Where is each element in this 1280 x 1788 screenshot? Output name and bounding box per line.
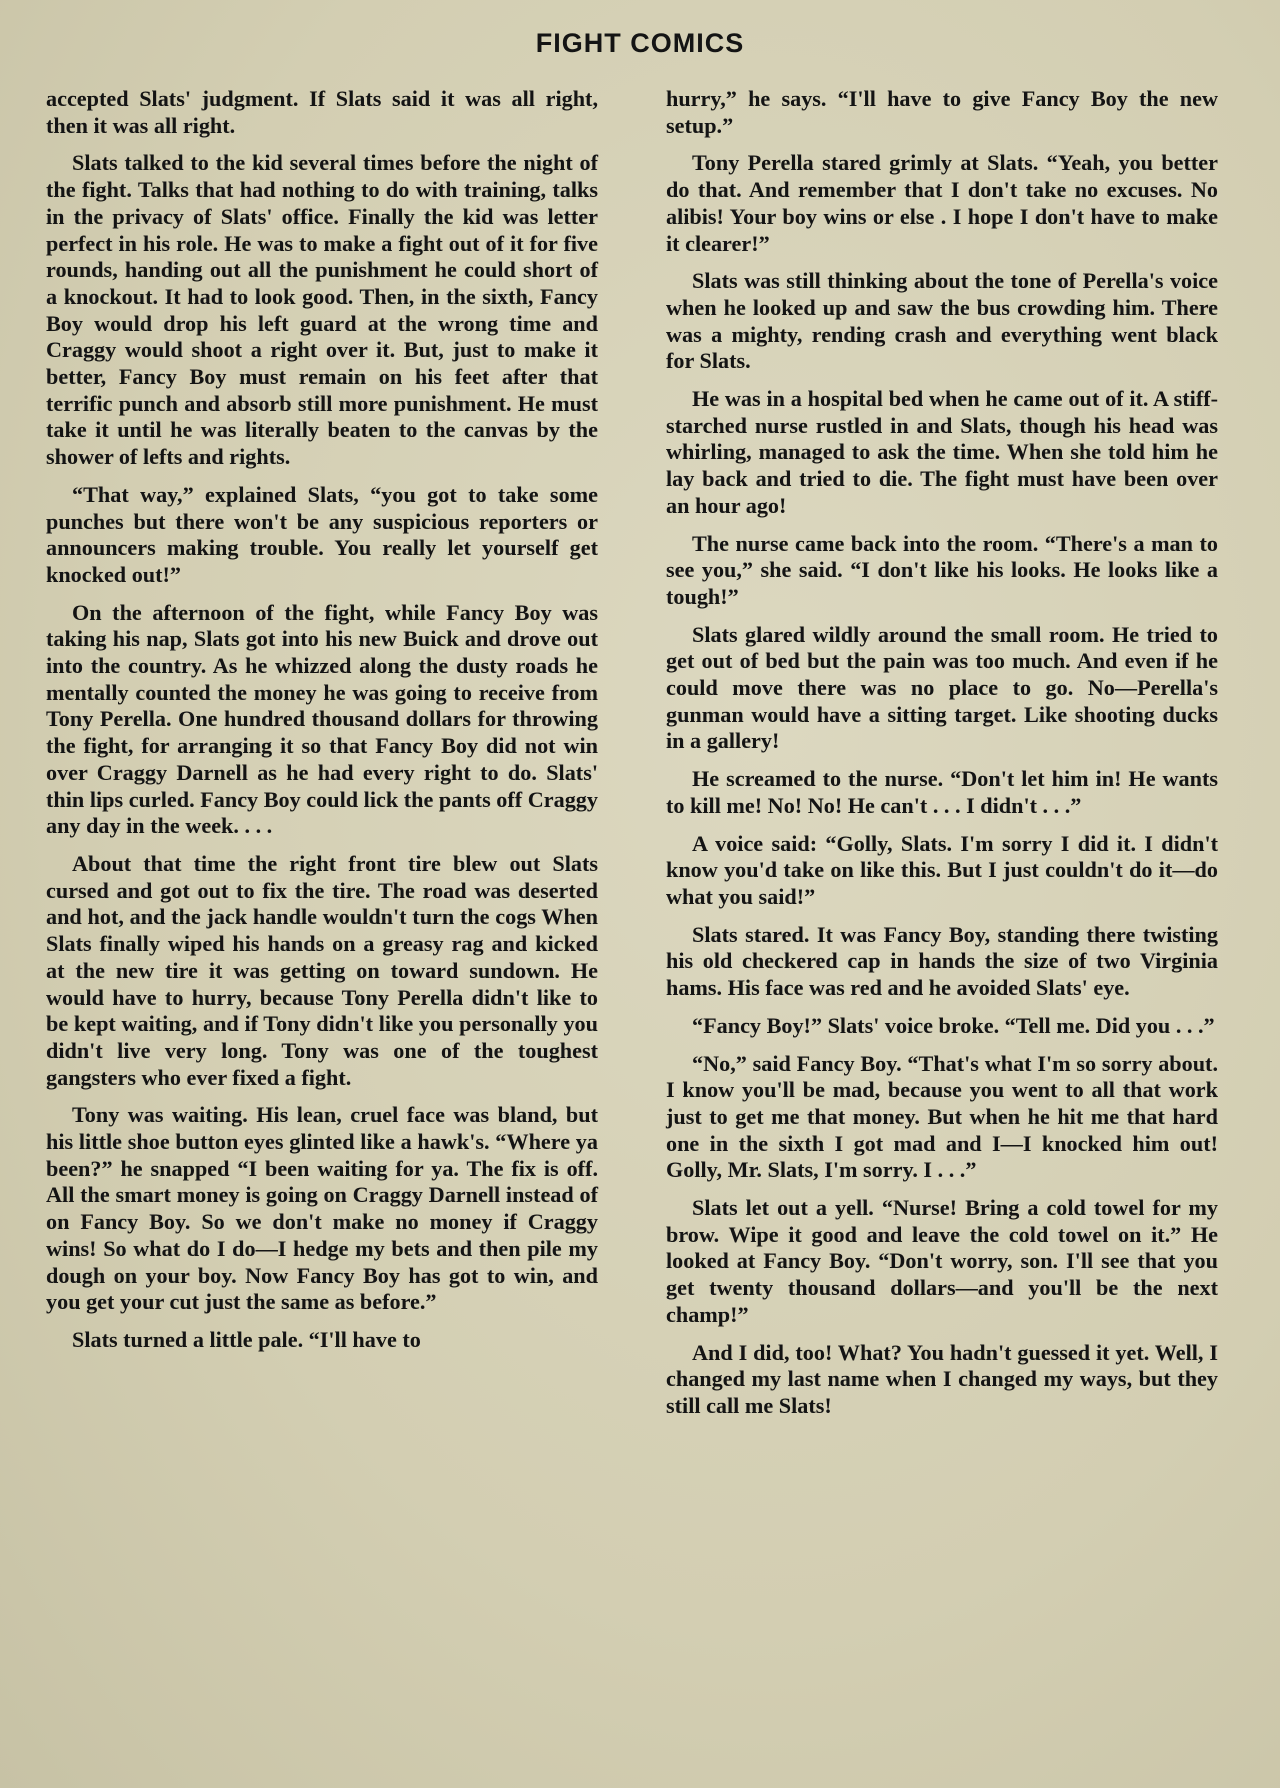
paragraph: A voice said: “Golly, Slats. I'm sorry I did it. I didn't know you'd take on like this. But I just couldn't do it—do what you said!”	[666, 830, 1218, 909]
paragraph: Tony was waiting. His lean, cruel face was bland, but his little shoe button eyes glinted like a hawk's. “Where ya been?” he snapped “I been waiting for ya. The fix is off. All the smart money is going on Craggy Darnell instead of on Fancy Boy. So we don't make no money if Craggy wins! So what do I do—I hedge my bets and then pile my dough on your boy. Now Fancy Boy has got to win, and you get your cut just the same as before.”	[46, 1102, 598, 1315]
paragraph: Slats let out a yell. “Nurse! Bring a cold towel for my brow. Wipe it good and leave the cold towel on it.” He looked at Fancy Boy. “Don't worry, son. I'll see that you get twenty thousand dollars—and you'll be the next champ!”	[666, 1195, 1218, 1327]
paragraph: On the afternoon of the fight, while Fancy Boy was taking his nap, Slats got into his new Buick and drove out into the country. As he whizzed along the dusty roads he mentally counted the money he was going to receive from Tony Perella. One hundred thousand dollars for throwing the fight, for arranging it so that Fancy Boy did not win over Craggy Darnell as he had every right to do. Slats' thin lips curled. Fancy Boy could lick the pants off Craggy any day in the week. . . .	[46, 599, 598, 839]
right-text-column	[666, 86, 1218, 1431]
paragraph: “That way,” explained Slats, “you got to take some punches but there won't be any suspicious reporters or announcers making trouble. You really let yourself get knocked out!”	[46, 481, 598, 587]
left-text-column	[46, 86, 598, 1365]
paragraph: He screamed to the nurse. “Don't let him in! He wants to kill me! No! No! He can't . . . I didn't . . .”	[666, 766, 1218, 818]
paragraph: “Fancy Boy!” Slats' voice broke. “Tell me. Did you . . .”	[692, 1012, 1215, 1038]
paragraph: The nurse came back into the room. “There's a man to see you,” she said. “I don't like his looks. He looks like a tough!”	[666, 530, 1218, 609]
paragraph: Slats stared. It was Fancy Boy, standing there twisting his old checkered cap in hands the size of two Virginia hams. His face was red and he avoided Slats' eye.	[666, 921, 1218, 1001]
paragraph: Slats glared wildly around the small room. He tried to get out of bed but the pain was too much. And even if he could move there was no place to go. No—Perella's gunman would have a sitting target. Like shooting ducks in a gallery!	[666, 621, 1218, 754]
paragraph: Slats was still thinking about the tone of Perella's voice when he looked up and saw the bus crowding him. There was a mighty, rending crash and everything went black for Slats.	[666, 268, 1218, 374]
paragraph: hurry,” he says. “I'll have to give Fancy Boy the new setup.”	[666, 86, 1218, 138]
paragraph: accepted Slats' judgment. If Slats said it was all right, then it was all right.	[46, 86, 598, 138]
paragraph: “No,” said Fancy Boy. “That's what I'm so sorry about. I know you'll be mad, because you went to all that work just to get me that money. But when he hit me that hard one in the sixth I got mad and I—I knocked him out! Golly, Mr. Slats, I'm sorry. I . . .”	[666, 1050, 1218, 1183]
paragraph: He was in a hospital bed when he came out of it. A stiff-starched nurse rustled in and Slats, though his head was whirling, managed to ask the time. When she told him he lay back and tried to die. The fight must have been over an hour ago!	[666, 386, 1218, 518]
paragraph: Slats talked to the kid several times before the night of the fight. Talks that had nothing to do with training, talks in the privacy of Slats' office. Finally the kid was letter perfect in his role. He was to make a fight out of it for five rounds, handing out all the punishment he could short of a knockout. It had to look good. Then, in the sixth, Fancy Boy would drop his left guard at the wrong time and Craggy would shoot a right over it. But, just to make it better, Fancy Boy must remain on his feet after that terrific punch and absorb still more punishment. He must take it until he was literally beaten to the canvas by the shower of lefts and rights.	[46, 150, 598, 470]
paragraph: About that time the right front tire blew out Slats cursed and got out to fix the tire. The road was deserted and hot, and the jack handle wouldn't turn the cogs When Slats finally wiped his hands on a greasy rag and kicked at the new tire it was getting on toward sundown. He would have to hurry, because Tony Perella didn't like to be kept waiting, and if Tony didn't like you personally you didn't live very long. Tony was one of the toughest gangsters who ever fixed a fight.	[46, 850, 598, 1090]
page-header-title: FIGHT COMICS	[535, 28, 745, 58]
paragraph: And I did, too! What? You hadn't guessed it yet. Well, I changed my last name when I changed my ways, but they still call me Slats!	[666, 1339, 1218, 1418]
paragraph: Slats turned a little pale. “I'll have to	[72, 1326, 421, 1352]
paragraph: Tony Perella stared grimly at Slats. “Yeah, you better do that. And remember that I don't take no excuses. No alibis! Your boy wins or else . I hope I don't have to make it clearer!”	[666, 150, 1218, 256]
